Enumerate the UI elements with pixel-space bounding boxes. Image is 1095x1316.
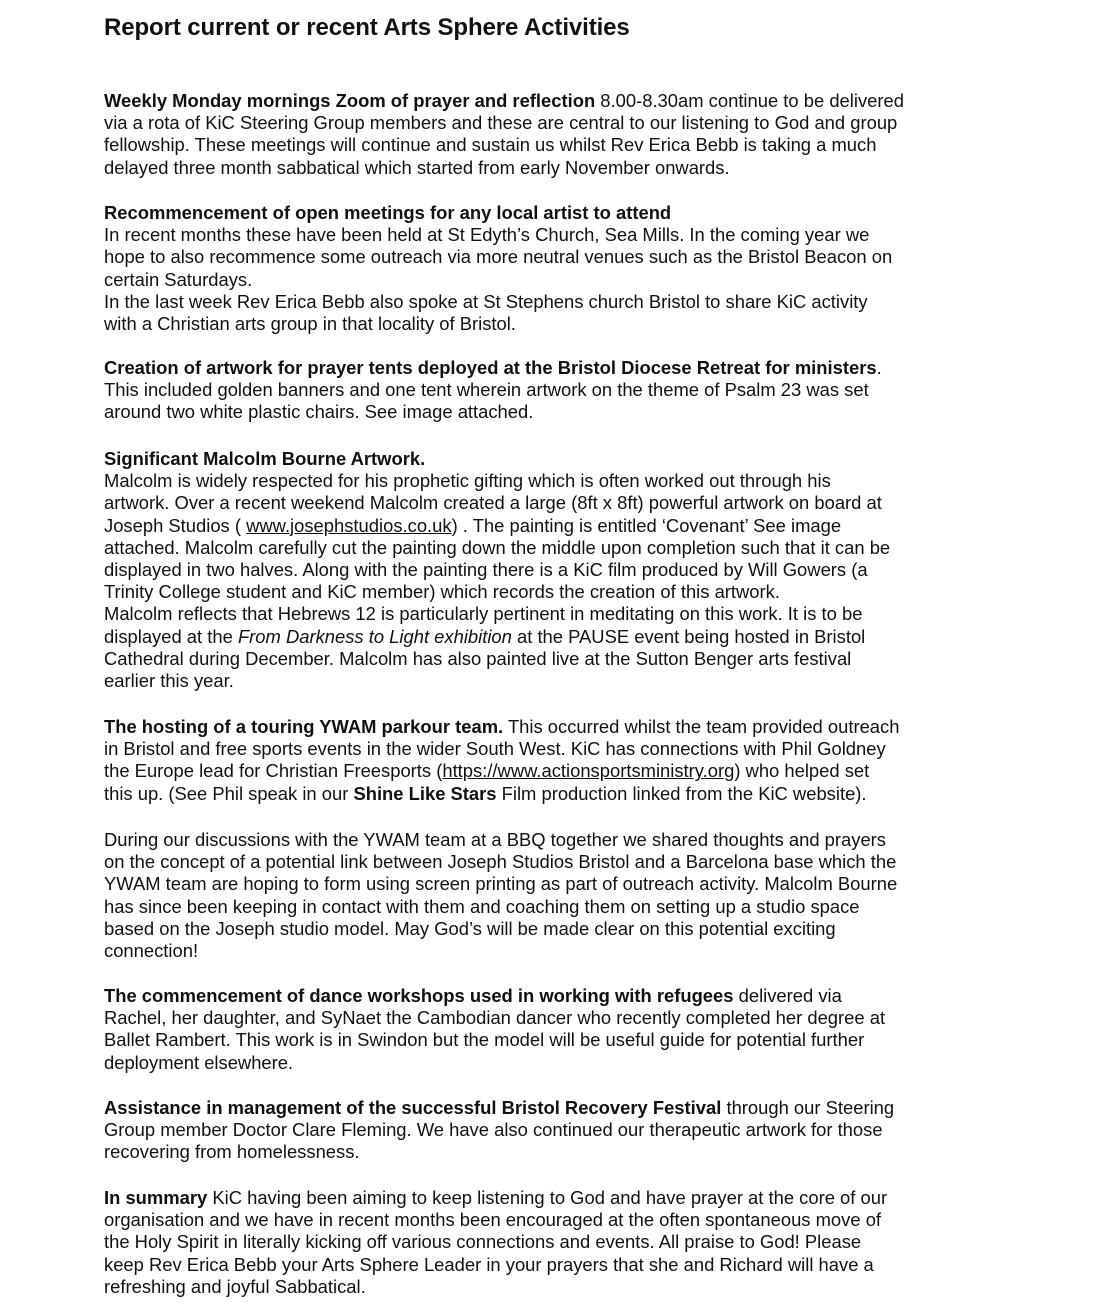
text-line (104, 648, 1004, 670)
body-text: Cathedral during December. Malcolm has also painted live at the Sutton Benger arts festival (104, 647, 852, 669)
body-text: at the PAUSE event being hosted in Bristol (511, 625, 866, 647)
section-ywam-bbq (104, 829, 1004, 962)
text-line (104, 581, 1004, 603)
text-line (104, 626, 1004, 648)
bold-heading-text: Weekly Monday mornings Zoom of prayer and reflection (104, 90, 596, 111)
body-text: KiC having been aiming to keep listening to God and have prayer at the core of our (207, 1187, 888, 1208)
hyperlink[interactable]: https://www.actionsportsministry.org (442, 760, 735, 782)
body-text: Rachel, her daughter, and SyNaet the Cambodian dancer who recently completed her degree at (104, 1007, 886, 1029)
body-text: deployment elsewhere. (104, 1051, 294, 1073)
text-line (104, 559, 1004, 581)
text-line (104, 940, 1004, 962)
body-text: Ballet Rambert. This work is in Swindon but the model will be useful guide for potential further (104, 1029, 865, 1051)
body-text: refreshing and joyful Sabbatical. (104, 1275, 366, 1297)
body-text: delivered via (733, 985, 842, 1006)
text-line (104, 313, 1004, 335)
section-summary (104, 1187, 1004, 1298)
text-line (104, 157, 1004, 179)
body-text: displayed at the (104, 625, 238, 647)
body-text: with a Christian arts group in that locality of Bristol. (104, 313, 516, 335)
body-text: earlier this year. (104, 670, 234, 692)
text-line (104, 1097, 1004, 1119)
body-text: on the concept of a potential link between Joseph Studios Bristol and a Barcelona base which the (104, 851, 897, 873)
text-line (104, 985, 1004, 1007)
section-malcolm-bourne (104, 448, 1004, 692)
text-line (104, 401, 1004, 423)
text-line (104, 448, 1004, 470)
bold-heading-text: Creation of artwork for prayer tents deployed at the Bristol Diocese Retreat for ministers (104, 357, 877, 378)
section-ywam-parkour (104, 716, 1004, 805)
text-line (104, 537, 1004, 559)
section-dance-workshops (104, 985, 1004, 1074)
bold-heading-text: In summary (104, 1187, 208, 1208)
text-line (104, 896, 1004, 918)
body-text: keep Rev Erica Bebb your Arts Sphere Leader in your prayers that she and Richard will have a (104, 1253, 874, 1275)
text-line (104, 515, 1004, 537)
text-line (104, 134, 1004, 156)
text-line (104, 246, 1004, 268)
body-text: around two white plastic chairs. See image attached. (104, 401, 534, 423)
text-line (104, 670, 1004, 692)
body-text: certain Saturdays. (104, 268, 253, 290)
body-text: has since been keeping in contact with them and coaching them on setting up a studio space (104, 895, 860, 917)
section-weekly-zoom (104, 90, 1004, 179)
text-line (104, 760, 1004, 782)
text-line (104, 738, 1004, 760)
body-text: attached. Malcolm carefully cut the painting down the middle upon completion such that it can be (104, 536, 891, 558)
body-text: 8.00-8.30am continue to be delivered (595, 90, 904, 111)
body-text: This occurred whilst the team provided outreach (503, 716, 900, 737)
text-line (104, 783, 1004, 805)
text-line (104, 291, 1004, 313)
text-line (104, 1119, 1004, 1141)
text-line (104, 603, 1004, 625)
bold-heading-text: Significant Malcolm Bourne Artwork. (104, 448, 426, 469)
body-text: organisation and we have in recent months been encouraged at the often spontaneous move of (104, 1209, 882, 1231)
text-line (104, 470, 1004, 492)
body-text: this up. (See Phil speak in our (104, 782, 354, 804)
text-line (104, 224, 1004, 246)
body-text: through our Steering (721, 1097, 895, 1118)
body-text: in Bristol and free sports events in the wider South West. KiC has connections with Phil Goldney (104, 738, 886, 760)
body-text: via a rota of KiC Steering Group members and these are central to our listening to God and group (104, 112, 898, 134)
hyperlink[interactable]: www.josephstudios.co.uk (246, 514, 452, 536)
text-line (104, 829, 1004, 851)
document-title: Report current or recent Arts Sphere Activities (104, 14, 630, 41)
body-text: In recent months these have been held at St Edyth’s Church, Sea Mills. In the coming year we (104, 224, 870, 246)
text-line (104, 379, 1004, 401)
body-text: Malcolm is widely respected for his prophetic gifting which is often worked out through his (104, 470, 831, 492)
text-line (104, 1187, 1004, 1209)
body-text: based on the Joseph studio model. May God’s will be made clear on this potential exciting (104, 917, 836, 939)
body-text: hope to also recommence some outreach via more neutral venues such as the Bristol Beacon on (104, 246, 893, 268)
section-prayer-tents (104, 357, 1004, 424)
bold-heading-text: The hosting of a touring YWAM parkour team. (104, 716, 504, 737)
italic-text: From Darkness to Light exhibition (237, 625, 512, 647)
text-line (104, 1141, 1004, 1163)
text-line (104, 112, 1004, 134)
body-text: . (876, 357, 882, 378)
body-text: delayed three month sabbatical which started from early November onwards. (104, 156, 730, 178)
body-text: In the last week Rev Erica Bebb also spoke at St Stephens church Bristol to share KiC activity (104, 290, 868, 312)
text-line (104, 1276, 1004, 1298)
text-line (104, 269, 1004, 291)
body-text: Joseph Studios ( (104, 514, 247, 536)
body-text: Trinity College student and KiC member) which records the creation of this artwork. (104, 581, 780, 603)
bold-heading-text: Shine Like Stars (353, 782, 497, 804)
text-line (104, 357, 1004, 379)
section-recovery-festival (104, 1097, 1004, 1164)
text-line (104, 1029, 1004, 1051)
bold-heading-text: Recommencement of open meetings for any local artist to attend (104, 202, 672, 223)
body-text: This included golden banners and one tent wherein artwork on the theme of Psalm 23 was set (104, 379, 869, 401)
text-line (104, 492, 1004, 514)
body-text: fellowship. These meetings will continue and sustain us whilst Rev Erica Bebb is taking a much (104, 134, 877, 156)
text-line (104, 1007, 1004, 1029)
section-open-meetings (104, 202, 1004, 335)
text-line (104, 716, 1004, 738)
body-text: the Europe lead for Christian Freesports ( (104, 760, 443, 782)
text-line (104, 1231, 1004, 1253)
text-line (104, 1254, 1004, 1276)
body-text: the Holy Spirit in literally kicking off various connections and events. All praise to God! Please (104, 1231, 862, 1253)
text-line (104, 873, 1004, 895)
body-text: artwork. Over a recent weekend Malcolm created a large (8ft x 8ft) powerful artwork on board at (104, 492, 882, 514)
text-line (104, 202, 1004, 224)
body-text: ) . The painting is entitled ‘Covenant’ See image (451, 514, 842, 536)
body-text: During our discussions with the YWAM team at a BBQ together we shared thoughts and prayers (104, 829, 886, 850)
body-text: recovering from homelessness. (104, 1141, 360, 1163)
text-line (104, 851, 1004, 873)
bold-heading-text: Assistance in management of the successful Bristol Recovery Festival (104, 1097, 722, 1118)
body-text: YWAM team are hoping to form using screen printing as part of outreach activity. Malcolm Bourne (104, 873, 898, 895)
text-line (104, 1052, 1004, 1074)
body-text: Malcolm reflects that Hebrews 12 is particularly pertinent in meditating on this work. It is to be (104, 603, 863, 625)
body-text: ) who helped set (734, 760, 870, 782)
text-line (104, 1209, 1004, 1231)
body-text: displayed in two halves. Along with the painting there is a KiC film produced by Will Gowers (a (104, 559, 868, 581)
text-line (104, 90, 1004, 112)
body-text: connection! (104, 940, 199, 962)
body-text: Film production linked from the KiC website). (496, 782, 867, 804)
text-line (104, 918, 1004, 940)
body-text: Group member Doctor Clare Fleming. We have also continued our therapeutic artwork for those (104, 1119, 883, 1141)
bold-heading-text: The commencement of dance workshops used in working with refugees (104, 985, 734, 1006)
